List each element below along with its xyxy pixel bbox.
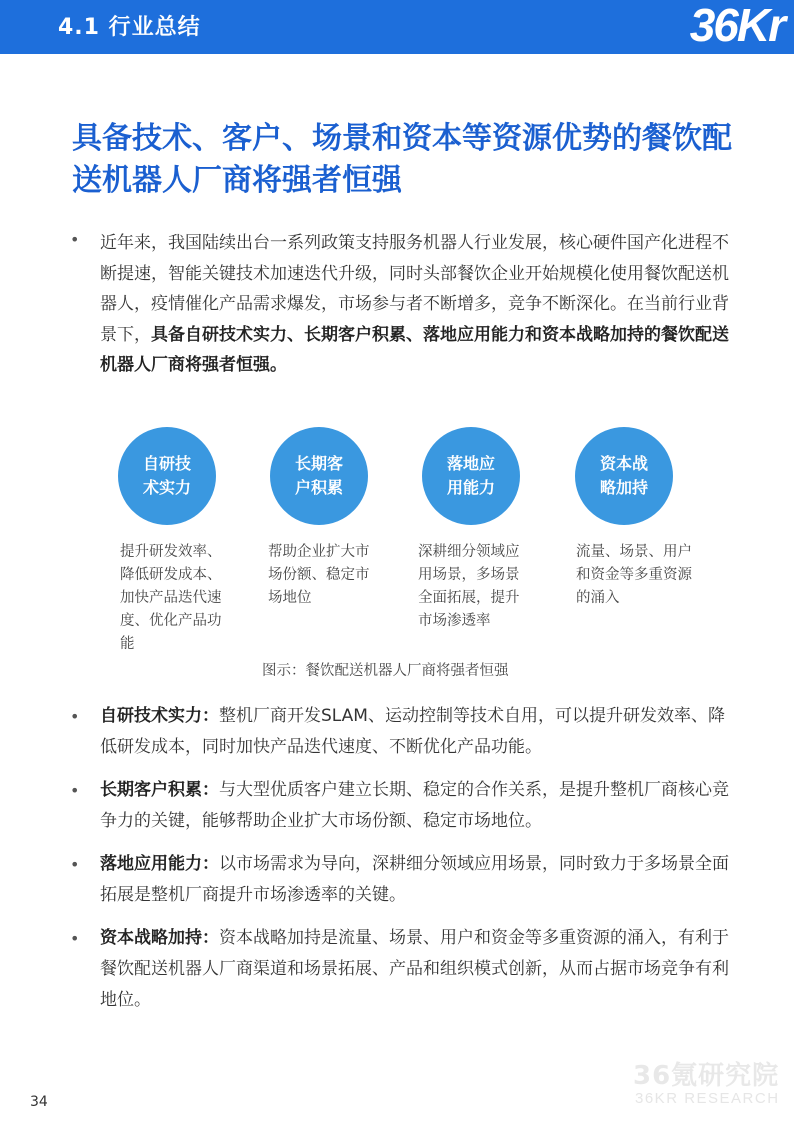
page-number: 34 [30,1094,48,1110]
section-header-bar [0,0,794,54]
circle-desc-customer: 帮助企业扩大市场份额、稳定市场地位 [268,544,370,606]
circle-label: 自研技术实力 [142,454,191,497]
circle-desc-capital: 流量、场景、用户和资金等多重资源的涌入 [576,544,692,606]
detail-text: 以市场需求为导向，深耕细分领域应用场景，同时致力于多场景全面拓展是整机厂商提升市场渗透率的关键。 [100,854,729,905]
brand-logo: 36Kr [689,0,784,51]
detail-term: 落地应用能力： [100,854,219,874]
figure-caption: 图示：餐饮配送机器人厂商将强者恒强 [262,663,509,679]
circle-desc-tech: 提升研发效率、降低研发成本、加快产品迭代速度、优化产品功能 [120,544,222,652]
detail-term: 资本战略加持： [100,928,219,948]
circle-capital [575,427,673,525]
detail-text: 与大型优质客户建立长期、稳定的合作关系，是提升整机厂商核心竞争力的关键，能够帮助企业扩大市场份额、稳定市场地位。 [100,780,729,831]
detail-term: 自研技术实力： [100,706,219,726]
detail-text: 资本战略加持是流量、场景、用户和资金等多重资源的涌入，有利于餐饮配送机器人厂商渠道和场景拓展、产品和组织模式创新，从而占据市场竞争有利地位。 [100,928,729,1010]
detail-item-customer [100,775,740,837]
circle-customer [270,427,368,525]
bullet-icon: • [70,855,80,874]
intro-text: 近年来，我国陆续出台一系列政策支持服务机器人行业发展，核心硬件国产化进程不断提速，智能关键技术加速迭代升级，同时头部餐饮企业开始规模化使用餐饮配送机器人，疫情催化产品需求爆发，市场参与者不断增多，竞争不断深化。在当前行业背景下， [100,233,729,345]
bullet-icon: • [70,707,80,726]
page-headline: 具备技术、客户、场景和资本等资源优势的餐饮配送机器人厂商将强者恒强 [72,121,732,198]
bullet-icon: • [70,781,80,800]
detail-text: 整机厂商开发SLAM、运动控制等技术自用，可以提升研发效率、降低研发成本，同时加快产品迭代速度、不断优化产品功能。 [100,706,725,757]
watermark-en: 36KR RESEARCH [635,1090,780,1107]
intro-bold-text: 具备自研技术实力、长期客户积累、落地应用能力和资本战略加持的餐饮配送机器人厂商将强者恒强。 [100,324,729,375]
intro-paragraph [100,228,740,381]
bullet-icon: • [70,230,80,249]
bullet-icon: • [70,929,80,948]
circle-label: 落地应用能力 [446,454,495,497]
section-title: 4.1 行业总结 [58,15,201,40]
detail-item-capital [100,923,740,1016]
circle-label: 资本战略加持 [599,454,648,497]
circle-label: 长期客户积累 [294,454,343,497]
watermark-cn: 36氪研究院 [633,1061,780,1091]
detail-item-tech [100,701,740,763]
circle-tech [118,427,216,525]
circle-desc-application: 深耕细分领域应用场景，多场景全面拓展，提升市场渗透率 [418,544,520,629]
circle-application [422,427,520,525]
detail-term: 长期客户积累： [100,780,219,800]
detail-item-application [100,849,740,911]
